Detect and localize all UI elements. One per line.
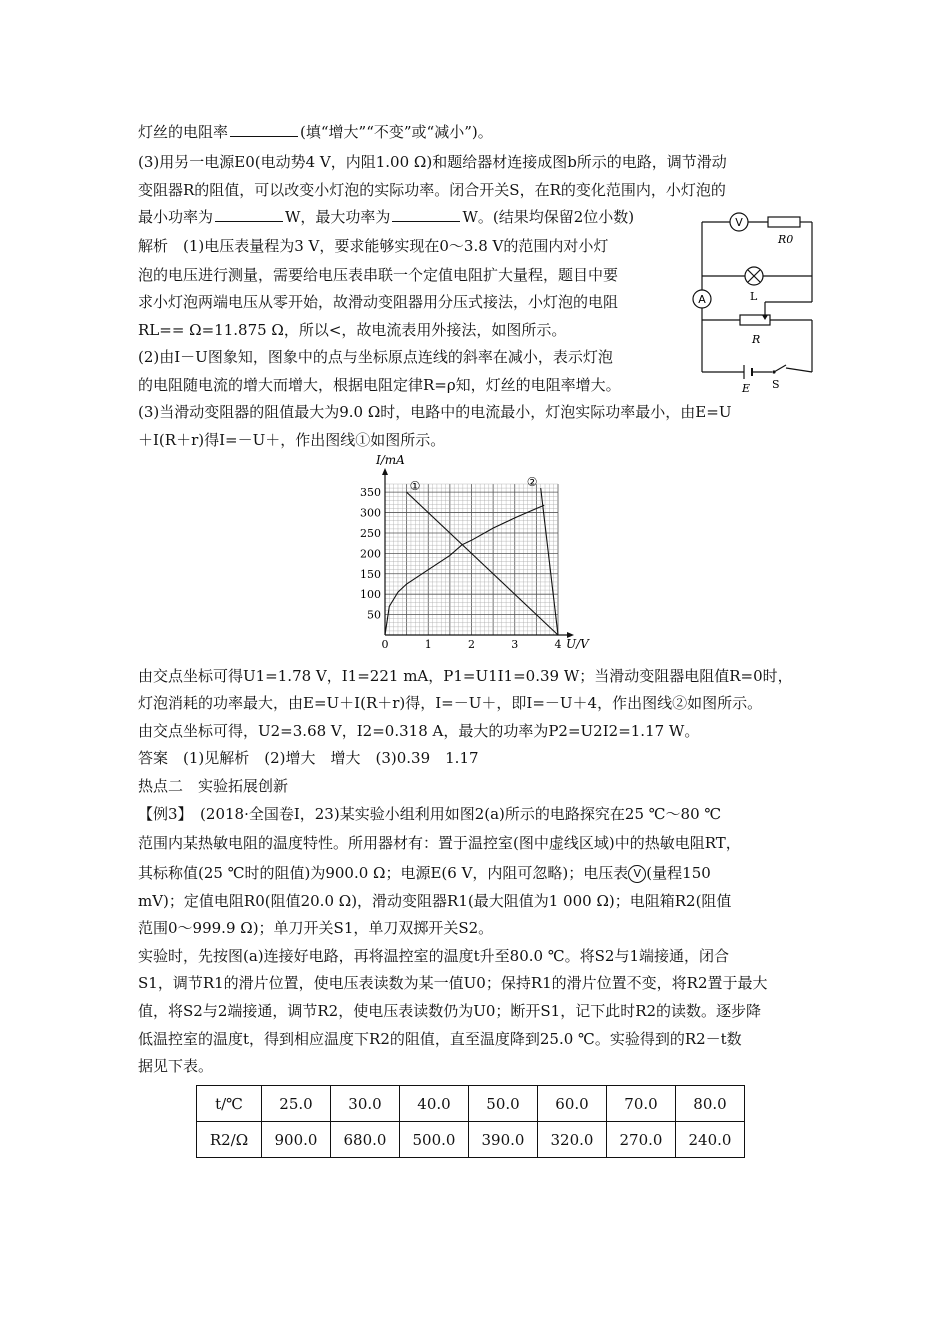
answer-blank bbox=[392, 207, 460, 222]
text-line-22: 范围0～999.9 Ω)；单刀开关S1，单刀双掷开关S2。 bbox=[138, 919, 494, 937]
x-axis-label: U/V bbox=[566, 637, 589, 651]
answer-blank bbox=[215, 207, 283, 222]
y-axis-label: I/mA bbox=[376, 453, 405, 467]
table-cell: 390.0 bbox=[469, 1122, 538, 1158]
y-axis-arrow bbox=[382, 468, 388, 475]
y-tick-label: 100 bbox=[360, 588, 381, 602]
curve-1-label: ① bbox=[409, 479, 421, 494]
ammeter-label: A bbox=[698, 293, 706, 306]
text-line-9: (2)由I－U图象知，图象中的点与坐标原点连线的斜率在减小，表示灯泡 bbox=[138, 348, 613, 366]
circuit-diagram bbox=[690, 212, 825, 392]
x-tick-label: 4 bbox=[554, 638, 562, 651]
text-line-6: 泡的电压进行测量，需要给电压表串联一个定值电阻扩大量程，题目中要 bbox=[138, 266, 619, 284]
table-cell: 320.0 bbox=[538, 1122, 607, 1158]
y-tick-label: 200 bbox=[360, 547, 381, 561]
x-tick-label: 3 bbox=[511, 638, 519, 651]
text-line-23: 实验时，先按图(a)连接好电路，再将温控室的温度t升至80.0 ℃。将S2与1端接通，闭合 bbox=[138, 947, 729, 965]
iu-graph bbox=[340, 452, 595, 652]
table-cell: 270.0 bbox=[607, 1122, 676, 1158]
line-text: W，最大功率为 bbox=[285, 208, 391, 226]
y-tick-label: 300 bbox=[360, 506, 381, 520]
source-label: E bbox=[742, 382, 751, 392]
text-line-27: 据见下表。 bbox=[138, 1057, 214, 1075]
line-text: (量程150 bbox=[646, 864, 711, 882]
text-line-2: (3)用另一电源E0(电动势4 V，内阻1.00 Ω)和题给器材连接成图b所示的电路，调节滑动 bbox=[138, 153, 727, 171]
text-line-25: 值，将S2与2端接通，调节R2，使电压表读数仍为U0；断开S1，记下此时R2的读数。逐步降 bbox=[138, 1002, 762, 1020]
curve-2-label: ② bbox=[526, 475, 538, 490]
line-text: 其标称值(25 ℃时的阻值)为900.0 Ω；电源E(6 V，内阻可忽略)；电压表 bbox=[138, 864, 629, 882]
text-line-7: 求小灯泡两端电压从零开始，故滑动变阻器用分压式接法，小灯泡的电阻 bbox=[138, 293, 619, 311]
text-line-10: 的电阻随电流的增大而增大，根据电阻定律R=ρ知，灯丝的电阻率增大。 bbox=[138, 376, 621, 394]
text-line-1 bbox=[138, 122, 493, 142]
table-cell: 50.0 bbox=[469, 1086, 538, 1122]
table-row bbox=[197, 1086, 745, 1122]
text-line-12: ＋I(R＋r)得I=－U＋，作出图线①如图所示。 bbox=[138, 431, 446, 449]
rheostat-label: R bbox=[752, 333, 761, 346]
table-cell: 40.0 bbox=[400, 1086, 469, 1122]
text-line-19: 范围内某热敏电阻的温度特性。所用器材有：置于温控室(图中虚线区域)中的热敏电阻RT， bbox=[138, 834, 741, 852]
r0-label: R0 bbox=[778, 233, 794, 246]
y-tick-label: 250 bbox=[360, 526, 381, 540]
table-cell: 680.0 bbox=[331, 1122, 400, 1158]
table-cell: 500.0 bbox=[400, 1122, 469, 1158]
line-text: 灯丝的电阻率 bbox=[138, 123, 229, 141]
text-line-15: 由交点坐标可得，U2=3.68 V，I2=0.318 A，最大的功率为P2=U2I2=1.17 W。 bbox=[138, 722, 700, 740]
series-line-2 bbox=[407, 492, 558, 635]
text-line-26: 低温控室的温度t，得到相应温度下R2的阻值，直至温度降到25.0 ℃。实验得到的R2－t数 bbox=[138, 1030, 742, 1048]
y-tick-label: 50 bbox=[367, 608, 381, 622]
text-line-24: S1，调节R1的滑片位置，使电压表读数为某一值U0；保持R1的滑片位置不变，将R2置于最大 bbox=[138, 974, 768, 992]
r0-resistor bbox=[768, 217, 800, 227]
text-line-13: 由交点坐标可得U1=1.78 V，I1=221 mA，P1=U1I1=0.39 W；当滑动变阻器电阻值R=0时， bbox=[138, 667, 793, 685]
x-tick-label: 2 bbox=[468, 638, 475, 651]
line-text: (填“增大”“不变”或“减小”)。 bbox=[300, 123, 493, 141]
text-line-18: 【例3】 (2018·全国卷Ⅰ，23)某实验小组利用如图2(a)所示的电路探究在25 ℃～80 ℃ bbox=[138, 805, 722, 823]
line-text: W。(结果均保留2位小数) bbox=[462, 208, 635, 226]
rt-table bbox=[196, 1085, 745, 1158]
text-line-8: RL== Ω=11.875 Ω，所以<，故电流表用外接法，如图所示。 bbox=[138, 321, 567, 339]
text-line-20 bbox=[138, 863, 711, 883]
text-line-5: 解析 (1)电压表量程为3 V，要求能够实现在0～3.8 V的范围内对小灯 bbox=[138, 237, 609, 255]
table-cell: 30.0 bbox=[331, 1086, 400, 1122]
table-cell: 25.0 bbox=[262, 1086, 331, 1122]
text-line-16: 答案 (1)见解析 (2)增大 增大 (3)0.39 1.17 bbox=[138, 749, 479, 767]
y-tick-label: 150 bbox=[360, 567, 381, 581]
text-line-21: mV)；定值电阻R0(阻值20.0 Ω)，滑动变阻器R1(最大阻值为1 000 Ω)；电阻箱R2(阻值 bbox=[138, 892, 732, 910]
voltmeter-label: V bbox=[735, 216, 743, 229]
table-cell: 900.0 bbox=[262, 1122, 331, 1158]
table-cell: 80.0 bbox=[676, 1086, 745, 1122]
x-tick-label: 1 bbox=[424, 638, 432, 651]
y-tick-label: 350 bbox=[360, 486, 381, 500]
voltmeter-icon: V bbox=[628, 865, 646, 883]
table-row bbox=[197, 1122, 745, 1158]
grid bbox=[385, 484, 558, 635]
x-tick-label: 0 bbox=[381, 638, 389, 651]
text-line-3: 变阻器R的阻值，可以改变小灯泡的实际功率。闭合开关S，在R的变化范围内，小灯泡的 bbox=[138, 181, 726, 199]
answer-blank bbox=[230, 122, 298, 137]
switch-label: S bbox=[772, 378, 780, 391]
table-cell: 240.0 bbox=[676, 1122, 745, 1158]
text-line-11: (3)当滑动变阻器的阻值最大为9.0 Ω时，电路中的电流最小，灯泡实际功率最小，由E=U bbox=[138, 403, 732, 421]
table-cell: 60.0 bbox=[538, 1086, 607, 1122]
table-header-cell: t/℃ bbox=[197, 1086, 262, 1122]
text-line-14: 灯泡消耗的功率最大，由E=U＋I(R＋r)得，I=－U＋，即I=－U＋4，作出图线②如图所示。 bbox=[138, 694, 763, 712]
lamp-label: L bbox=[750, 290, 758, 303]
table-header-cell: R2/Ω bbox=[197, 1122, 262, 1158]
text-line-4 bbox=[138, 207, 634, 227]
text-line-17: 热点二 实验拓展创新 bbox=[138, 777, 289, 795]
table-cell: 70.0 bbox=[607, 1086, 676, 1122]
line-text: 最小功率为 bbox=[138, 208, 214, 226]
